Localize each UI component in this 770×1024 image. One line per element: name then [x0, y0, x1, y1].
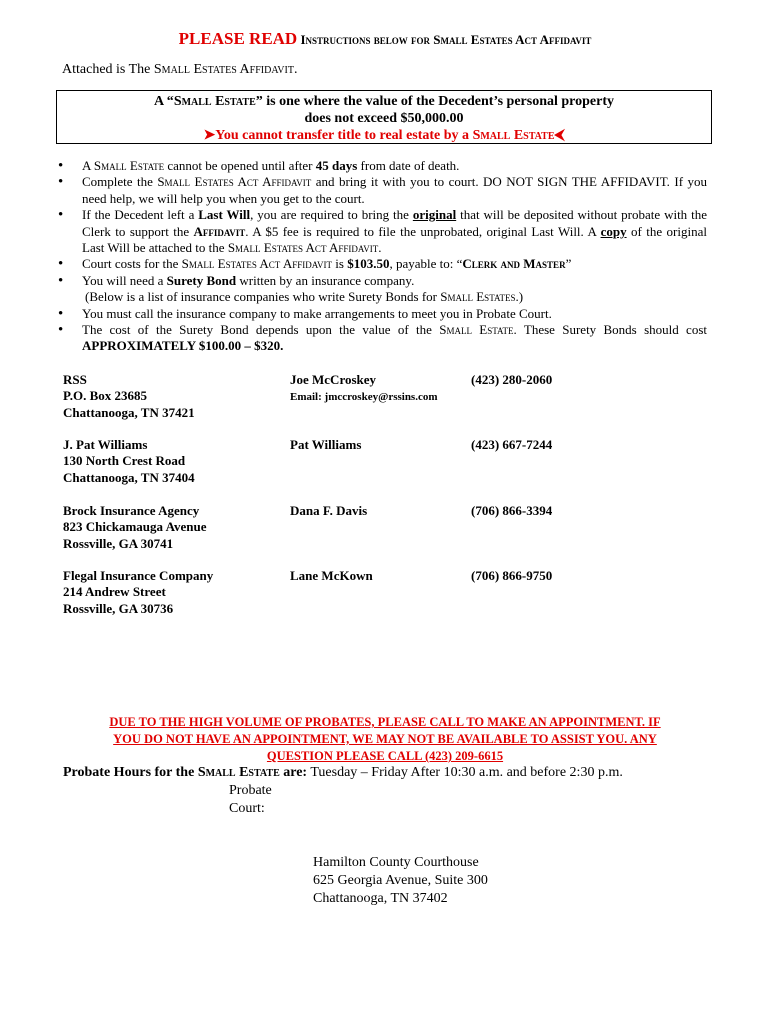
- instruction-list: [56, 158, 707, 355]
- page-title: [0, 29, 770, 49]
- definition-line-1: A “Small Estate” is one where the value of the Decedent’s personal property: [153, 94, 615, 109]
- insurer-address-1: 823 Chickamauga Avenue: [63, 519, 207, 535]
- list-item: • Complete the Small Estates Act Affidavit and bring it with you to court. DO NOT SIGN THE AFFIDAVIT. If you need help, we will help you when you get to the court.: [56, 174, 707, 207]
- insurer-phone: (423) 667-7244: [471, 437, 553, 452]
- notice-line-2: YOU DO NOT HAVE AN APPOINTMENT, WE MAY NOT BE AVAILABLE TO ASSIST YOU. ANY: [113, 732, 657, 746]
- insurer-company: Brock Insurance Agency: [63, 503, 200, 518]
- list-item-note: (Below is a list of insurance companies who write Surety Bonds for Small Estates.): [85, 289, 524, 305]
- list-item: • The cost of the Surety Bond depends upon the value of the Small Estate. These Surety Bonds should cost APPROXIMATELY $100.00 – $320.: [56, 322, 707, 355]
- insurer-phone: (706) 866-3394: [471, 503, 553, 518]
- probate-court-label: Probate Court:: [229, 783, 272, 816]
- insurer-contact: Pat Williams: [290, 437, 362, 452]
- insurer-company: Flegal Insurance Company: [63, 568, 214, 583]
- definition-line-2: does not exceed $50,000.00: [304, 111, 464, 126]
- insurer-address-1: 130 North Crest Road: [63, 453, 186, 469]
- insurer-phone: (706) 866-9750: [471, 568, 553, 583]
- notice-line-3: QUESTION PLEASE CALL (423) 209-6615: [266, 749, 504, 763]
- insurer-email: Email: jmccroskey@rssins.com: [290, 391, 438, 403]
- attached-line: Attached is The Small Estates Affidavit.: [62, 62, 298, 77]
- insurer-company: RSS: [63, 372, 87, 387]
- list-item: • If the Decedent left a Last Will, you are required to bring the original that will be deposited without probate with the Clerk to support the Affidavit. A $5 fee is required to file the unprobated, original Last Will. A copy of the original Last Will be attached to the Small Estates Act Affidavit.: [56, 207, 707, 256]
- insurer-contact: Joe McCroskey: [290, 372, 377, 387]
- insurer-company: J. Pat Williams: [63, 437, 148, 452]
- insurer-address-2: Chattanooga, TN 37421: [63, 404, 195, 420]
- title-instructions: Instructions below for Small Estates Act Affidavit: [300, 32, 592, 47]
- address-line-2: 625 Georgia Avenue, Suite 300: [313, 873, 488, 888]
- list-item: • You must call the insurance company to make arrangements to meet you in Probate Court.: [56, 306, 707, 322]
- insurer-phone: (423) 280-2060: [471, 372, 553, 387]
- insurer-address-2: Chattanooga, TN 37404: [63, 469, 195, 485]
- notice-line-1: DUE TO THE HIGH VOLUME OF PROBATES, PLEASE CALL TO MAKE AN APPOINTMENT. IF: [109, 715, 661, 729]
- list-item: • You will need a Surety Bond written by an insurance company.: [56, 273, 707, 289]
- insurer-contact: Dana F. Davis: [290, 503, 368, 518]
- address-line-1: Hamilton County Courthouse: [313, 855, 479, 870]
- definition-box: [56, 90, 712, 144]
- real-estate-warning: ➤You cannot transfer title to real estate by a Small Estate⮜: [203, 128, 565, 143]
- address-line-3: Chattanooga, TN 37402: [313, 891, 448, 906]
- please-read-heading: PLEASE READ: [178, 29, 298, 48]
- arrow-right-icon: ➤: [203, 128, 216, 143]
- probate-hours: Probate Hours for the Small Estate are: Tuesday – Friday After 10:30 a.m. and before 2:30 p.m.: [63, 765, 623, 780]
- insurer-address-2: Rossville, GA 30736: [63, 600, 174, 616]
- list-item: • Court costs for the Small Estates Act Affidavit is $103.50, payable to: “Clerk and Master”: [56, 256, 707, 272]
- courthouse-address: [313, 854, 488, 908]
- insurer-address-1: P.O. Box 23685: [63, 388, 148, 404]
- insurer-address-2: Rossville, GA 30741: [63, 535, 174, 551]
- insurer-address-1: 214 Andrew Street: [63, 584, 166, 600]
- list-item: • A Small Estate cannot be opened until after 45 days from date of death.: [56, 158, 707, 174]
- insurer-contact: Lane McKown: [290, 568, 373, 583]
- appointment-notice: [60, 714, 710, 765]
- arrow-left-icon: ⮜: [554, 128, 565, 143]
- hours-value: Tuesday – Friday After 10:30 a.m. and before 2:30 p.m.: [307, 765, 623, 780]
- affidavit-name: Small Estates Affidavit: [153, 62, 294, 77]
